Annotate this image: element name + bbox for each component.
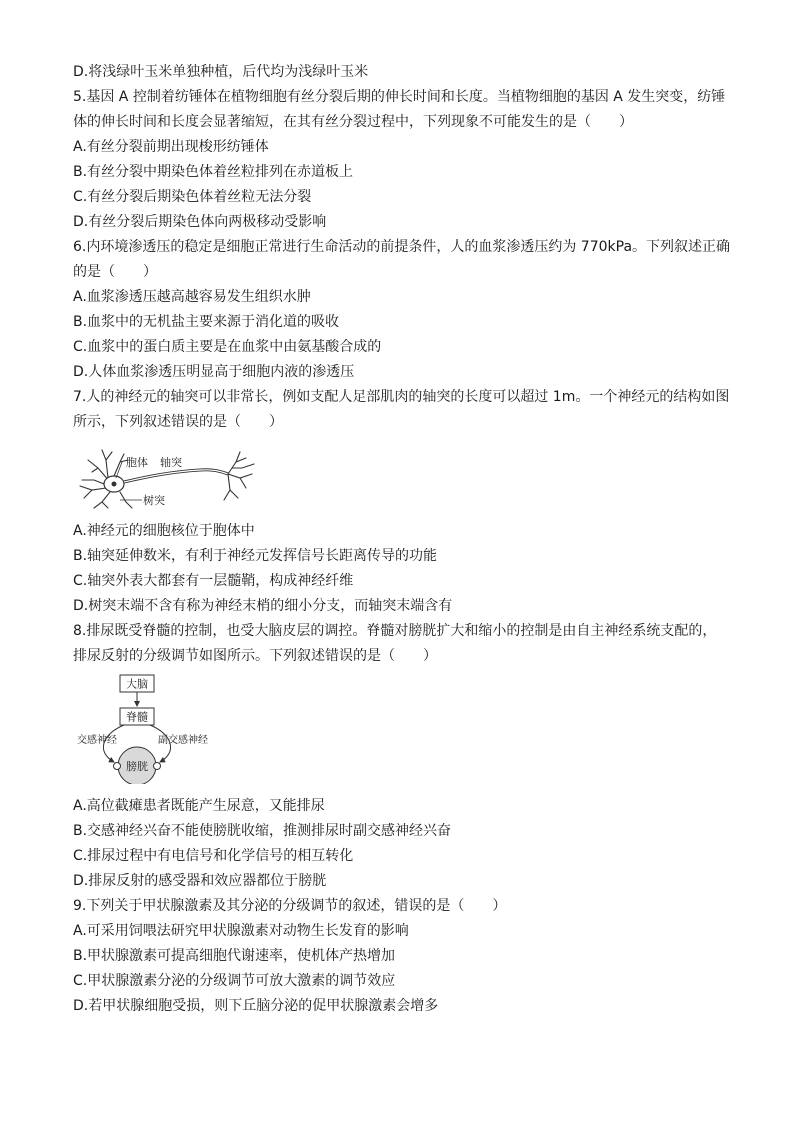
q7-option-c: C.轴突外表大都套有一层髓鞘，构成神经纤维: [73, 573, 354, 589]
q8-option-d: D.排尿反射的感受器和效应器都位于膀胱: [73, 873, 327, 889]
q6-option-c: C.血浆中的蛋白质主要是在血浆中由氨基酸合成的: [73, 339, 382, 355]
q8-option-a: A.高位截瘫患者既能产生尿意，又能排尿: [73, 798, 325, 814]
label-bladder: 膀胱: [126, 760, 148, 773]
label-soma: 胞体: [126, 456, 148, 469]
q7-option-d: D.树突末端不含有称为神经末梢的细小分支，而轴突末端含有: [73, 598, 453, 614]
q4-option-d: D.将浅绿叶玉米单独种植，后代均为浅绿叶玉米: [73, 64, 369, 80]
q9-stem-line1: 9.下列关于甲状腺激素及其分泌的分级调节的叙述，错误的是（ ）: [73, 898, 507, 914]
bladder-left-knob: [114, 763, 121, 770]
q8-stem-line2: 排尿反射的分级调节如图所示。下列叙述错误的是（ ）: [73, 648, 437, 664]
q7-stem-line2: 所示，下列叙述错误的是（ ）: [73, 414, 283, 430]
q6-option-a: A.血浆渗透压越高越容易发生组织水肿: [73, 289, 311, 305]
q5-option-a: A.有丝分裂前期出现梭形纺锤体: [73, 139, 269, 155]
q6-stem-line1: 6.内环境渗透压的稳定是细胞正常进行生命活动的前提条件，人的血浆渗透压约为 770kPa。下列叙述正确: [73, 239, 731, 255]
q6-stem-line2: 的是（ ）: [73, 264, 157, 280]
bladder-right-knob: [154, 763, 161, 770]
label-parasympathetic: 副交感神经: [158, 735, 208, 746]
q6-option-b: B.血浆中的无机盐主要来源于消化道的吸收: [73, 314, 340, 330]
q7-stem-line1: 7.人的神经元的轴突可以非常长，例如支配人足部肌肉的轴突的长度可以超过 1m。一个神经元的结构如图: [73, 389, 730, 405]
q8-stem-line1: 8.排尿既受脊髓的控制，也受大脑皮层的调控。脊髓对膀胱扩大和缩小的控制是由自主神经系统支配的，: [73, 623, 717, 639]
q5-stem-line1: 5.基因 A 控制着纺锤体在植物细胞有丝分裂后期的伸长时间和长度。当植物细胞的基因 A 发生突变，纺锤: [73, 89, 726, 105]
label-sympathetic: 交感神经: [77, 735, 117, 746]
neuron-nucleus: [112, 482, 117, 487]
q8-option-c: C.排尿过程中有电信号和化学信号的相互转化: [73, 848, 354, 864]
q5-stem-line2: 体的伸长时间和长度会显著缩短，在其有丝分裂过程中，下列现象不可能发生的是（ ）: [73, 114, 633, 130]
q5-option-d: D.有丝分裂后期染色体向两极移动受影响: [73, 214, 327, 230]
q9-option-c: C.甲状腺激素分泌的分级调节可放大激素的调节效应: [73, 973, 396, 989]
neuron-diagram: [70, 438, 260, 510]
neuron-axon-terminals: [224, 452, 254, 500]
q5-option-c: C.有丝分裂后期染色体着丝粒无法分裂: [73, 189, 312, 205]
neuron-axon-sheath: [124, 470, 228, 482]
q9-option-b: B.甲状腺激素可提高细胞代谢速率，使机体产热增加: [73, 948, 396, 964]
q7-option-b: B.轴突延伸数米，有利于神经元发挥信号长距离传导的功能: [73, 548, 438, 564]
label-axon: 轴突: [160, 456, 182, 469]
q5-option-b: B.有丝分裂中期染色体着丝粒排列在赤道板上: [73, 164, 354, 180]
q6-option-d: D.人体血浆渗透压明显高于细胞内液的渗透压: [73, 364, 355, 380]
micturition-diagram: [72, 672, 222, 784]
q9-option-d: D.若甲状腺细胞受损，则下丘脑分泌的促甲状腺激素会增多: [73, 998, 439, 1014]
q7-option-a: A.神经元的细胞核位于胞体中: [73, 523, 255, 539]
label-spinal-cord: 脊髓: [126, 710, 148, 724]
label-dendrite: 树突: [143, 494, 165, 507]
q8-option-b: B.交感神经兴奋不能使膀胱收缩，推测排尿时副交感神经兴奋: [73, 823, 452, 839]
q9-option-a: A.可采用饲喂法研究甲状腺激素对动物生长发育的影响: [73, 923, 409, 939]
label-brain: 大脑: [126, 677, 148, 691]
